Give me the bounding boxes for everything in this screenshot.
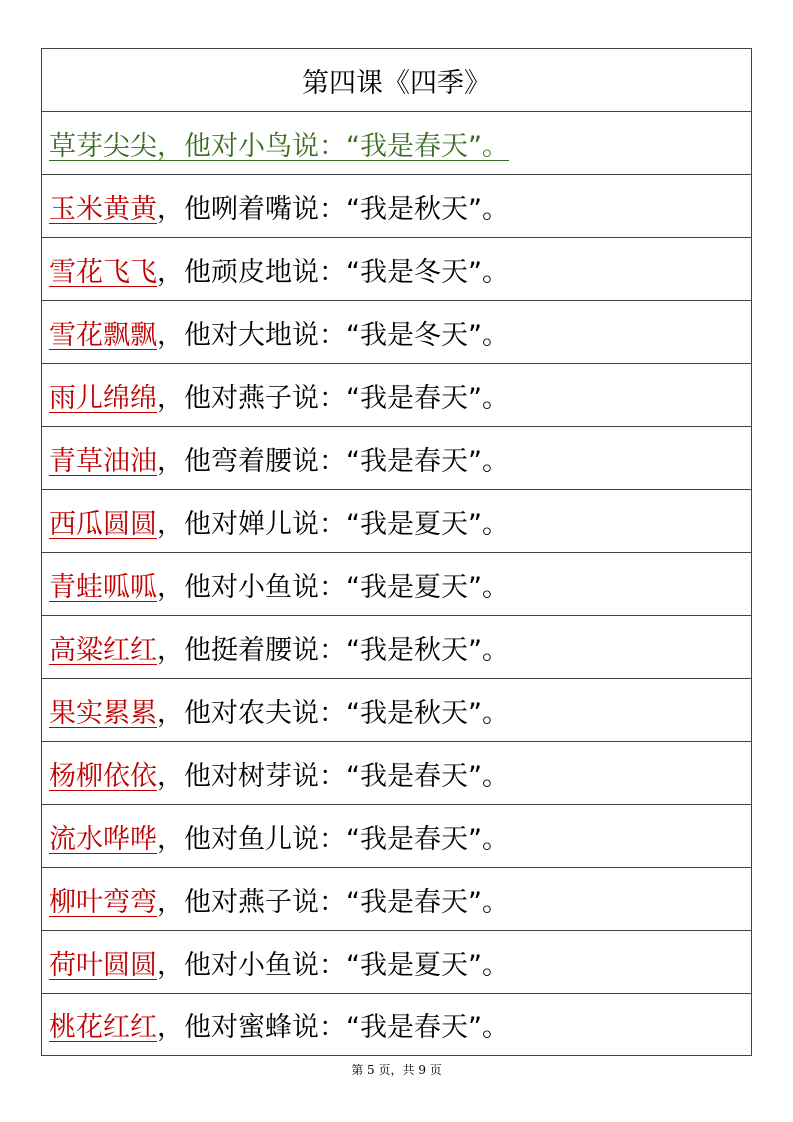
- keyword: 桃花红红: [49, 1012, 157, 1043]
- keyword: 雨儿绵绵: [49, 382, 157, 414]
- keyword: 流水哗哗: [49, 823, 157, 855]
- sentence-rest: ，他对农夫说：“我是秋天”。: [157, 697, 509, 729]
- keyword: 西瓜圆圆: [49, 508, 157, 540]
- sentence-rest: ，他对小鱼说：“我是夏天”。: [157, 571, 509, 603]
- table-row: [41, 867, 752, 930]
- table-row: [41, 111, 752, 174]
- table-row: [41, 930, 752, 993]
- sentence-rest: ，他弯着腰说：“我是春天”。: [157, 445, 509, 477]
- sentence-rest: ，他对小鸟说：“我是春天”。: [157, 130, 509, 162]
- keyword: 杨柳依依: [49, 760, 157, 792]
- table-row: [41, 237, 752, 300]
- keyword: 果实累累: [49, 697, 157, 729]
- lesson-title: 第四课《四季》: [302, 67, 491, 99]
- keyword: 青草油油: [49, 445, 157, 477]
- page-footer: 第 5 页，共 9 页: [351, 1063, 442, 1077]
- table-row: [41, 426, 752, 489]
- sentence-rest: ，他对婵儿说：“我是夏天”。: [157, 508, 509, 540]
- sentence-rest: ，他顽皮地说：“我是冬天”。: [157, 256, 509, 288]
- table-row: [41, 174, 752, 237]
- keyword: 高粱红红: [49, 634, 157, 666]
- sentence-rest: ，他对树芽说：“我是春天”。: [157, 760, 509, 792]
- sentence-rest: ，他挺着腰说：“我是秋天”。: [157, 634, 509, 666]
- table-row: [41, 804, 752, 867]
- sentence-rest: ，他对燕子说：“我是春天”。: [157, 382, 509, 414]
- lesson-table: [41, 48, 752, 1056]
- table-row: [41, 615, 752, 678]
- table-row: [41, 489, 752, 552]
- table-title-row: [41, 48, 752, 111]
- keyword: 荷叶圆圆: [49, 949, 157, 981]
- keyword: 雪花飞飞: [49, 256, 157, 288]
- keyword: 玉米黄黄: [49, 193, 157, 225]
- table-row: [41, 552, 752, 615]
- table-row: [41, 741, 752, 804]
- sentence-rest: ，他对小鱼说：“我是夏天”。: [157, 949, 509, 981]
- table-row: [41, 300, 752, 363]
- sentence-rest: ，他对大地说：“我是冬天”。: [157, 319, 509, 351]
- sentence-rest: ，他咧着嘴说：“我是秋天”。: [157, 193, 509, 225]
- table-row: [41, 993, 752, 1056]
- sentence-rest: ，他对蜜蜂说：“我是春天”。: [157, 1012, 509, 1043]
- sentence-rest: ，他对鱼儿说：“我是春天”。: [157, 823, 509, 855]
- table-row: [41, 678, 752, 741]
- keyword: 草芽尖尖: [49, 130, 157, 162]
- keyword: 雪花飘飘: [49, 319, 157, 351]
- sentence-rest: ，他对燕子说：“我是春天”。: [157, 886, 509, 918]
- keyword: 柳叶弯弯: [49, 886, 157, 918]
- keyword: 青蛙呱呱: [49, 571, 157, 603]
- table-row: [41, 363, 752, 426]
